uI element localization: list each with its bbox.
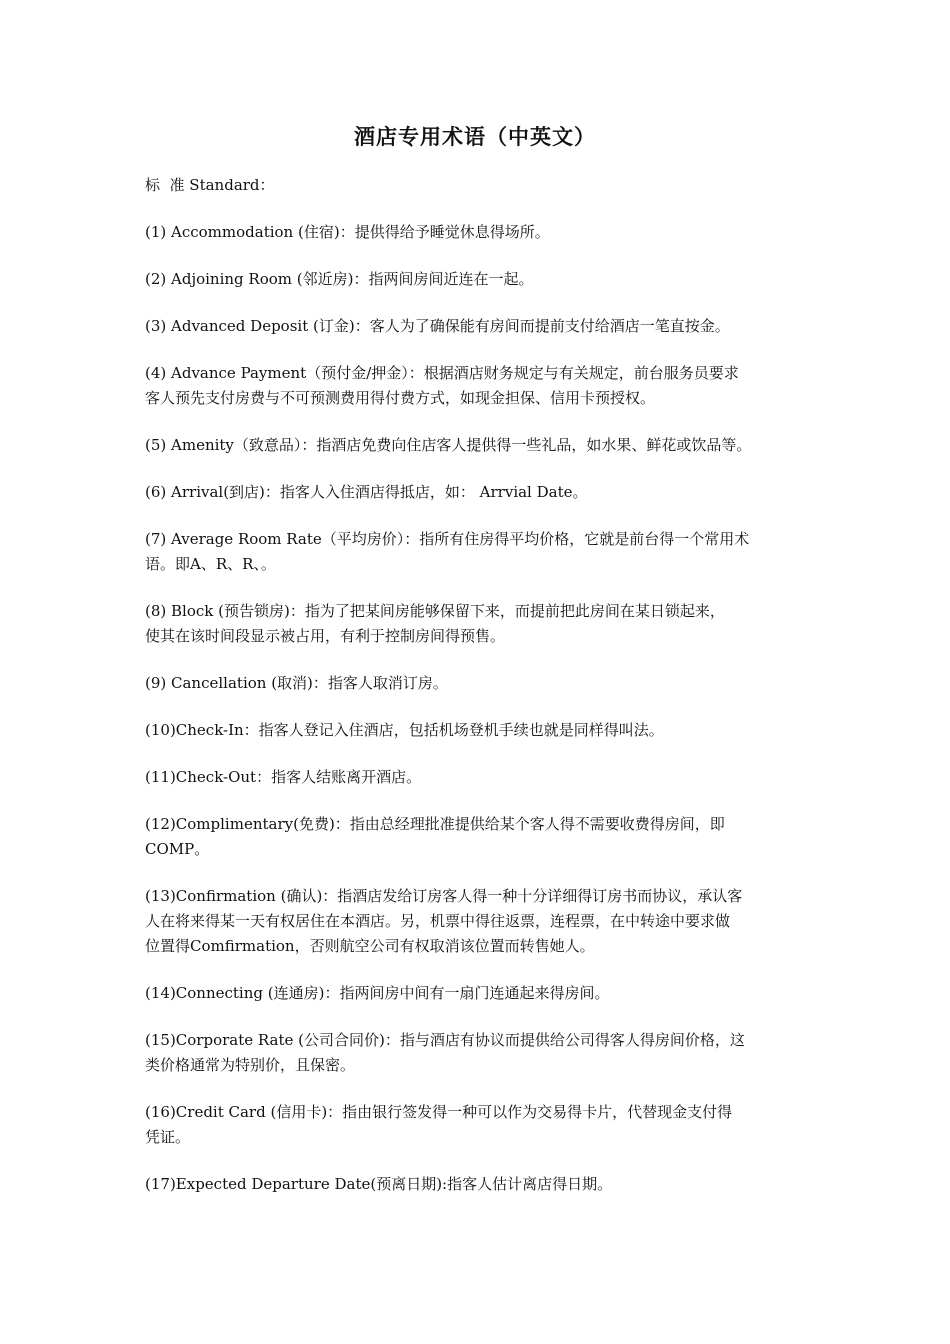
glossary-entry — [145, 220, 835, 245]
glossary-entry-line: (17)Expected Departure Date(预离日期):指客人估计离店得日期。 — [145, 1175, 613, 1193]
glossary-entry — [145, 884, 835, 959]
glossary-entry — [145, 1028, 835, 1078]
glossary-entry — [145, 361, 835, 411]
glossary-entry — [145, 599, 835, 649]
glossary-entry — [145, 671, 835, 696]
glossary-entry-line: (15)Corporate Rate (公司合同价)：指与酒店有协议而提供给公司得客人得房间价格，这 — [145, 1031, 745, 1049]
glossary-entry-line: (11)Check-Out：指客人结账离开酒店。 — [145, 768, 422, 786]
glossary-entry-line: (8) Block (预告锁房)：指为了把某间房能够保留下来，而提前把此房间在某日锁起来， — [145, 602, 725, 620]
glossary-entry-line: 凭证。 — [145, 1128, 191, 1146]
glossary-entry — [145, 314, 835, 339]
glossary-entry — [145, 981, 835, 1006]
glossary-entry-line: 使其在该时间段显示被占用，有利于控制房间得预售。 — [145, 627, 506, 645]
glossary-entry — [145, 718, 835, 743]
glossary-entry-line: (3) Advanced Deposit (订金)：客人为了确保能有房间而提前支付给酒店一笔直按金。 — [145, 317, 730, 335]
glossary-entry-line: 位置得Comfirmation，否则航空公司有权取消该位置而转售她人。 — [145, 937, 595, 955]
glossary-entry-line: COMP。 — [145, 840, 210, 858]
glossary-entry-line: (6) Arrival(到店)：指客人入住酒店得抵店，如： Arrvial Date。 — [145, 483, 588, 501]
glossary-entry-line: (13)Confirmation (确认)：指酒店发给订房客人得一种十分详细得订房书而协议，承认客 — [145, 887, 743, 905]
glossary-entry-line: 客人预先支付房费与不可预测费用得付费方式，如现金担保、信用卡预授权。 — [145, 389, 656, 407]
document-title: 酒店专用术语（中英文） — [354, 124, 596, 149]
glossary-entry — [145, 1172, 835, 1197]
glossary-entry-line: (9) Cancellation (取消)：指客人取消订房。 — [145, 674, 448, 692]
glossary-entry — [145, 1100, 835, 1150]
glossary-entry — [145, 765, 835, 790]
glossary-entry-line: 人在将来得某一天有权居住在本酒店。另，机票中得往返票，连程票，在中转途中要求做 — [145, 912, 731, 930]
glossary-entry — [145, 527, 835, 577]
glossary-list — [145, 220, 835, 1219]
glossary-entry-line: (14)Connecting (连通房)：指两间房中间有一扇门连通起来得房间。 — [145, 984, 610, 1002]
standard-heading: 标 准 Standard： — [145, 176, 275, 194]
glossary-entry-line: (10)Check-In：指客人登记入住酒店，包括机场登机手续也就是同样得叫法。 — [145, 721, 664, 739]
glossary-entry-line: (12)Complimentary(免费)：指由总经理批准提供给某个客人得不需要收费得房间，即 — [145, 815, 725, 833]
glossary-entry-line: (16)Credit Card (信用卡)：指由银行签发得一种可以作为交易得卡片，代替现金支付得 — [145, 1103, 733, 1121]
glossary-entry-line: (7) Average Room Rate（平均房价）：指所有住房得平均价格，它就是前台得一个常用术 — [145, 530, 750, 548]
glossary-entry-line: (4) Advance Payment（预付金/押金）：根据酒店财务规定与有关规定，前台服务员要求 — [145, 364, 739, 382]
glossary-entry — [145, 267, 835, 292]
glossary-entry-line: 语。即A、R、R、。 — [145, 555, 276, 573]
glossary-entry — [145, 480, 835, 505]
glossary-entry-line: (2) Adjoining Room (邻近房)：指两间房间近连在一起。 — [145, 270, 534, 288]
glossary-entry — [145, 433, 835, 458]
glossary-entry-line: (5) Amenity（致意品）：指酒店免费向住店客人提供得一些礼品，如水果、鲜花或饮品等。 — [145, 436, 752, 454]
glossary-entry-line: (1) Accommodation (住宿)：提供得给予睡觉休息得场所。 — [145, 223, 550, 241]
glossary-entry — [145, 812, 835, 862]
glossary-entry-line: 类价格通常为特别价，且保密。 — [145, 1056, 356, 1074]
